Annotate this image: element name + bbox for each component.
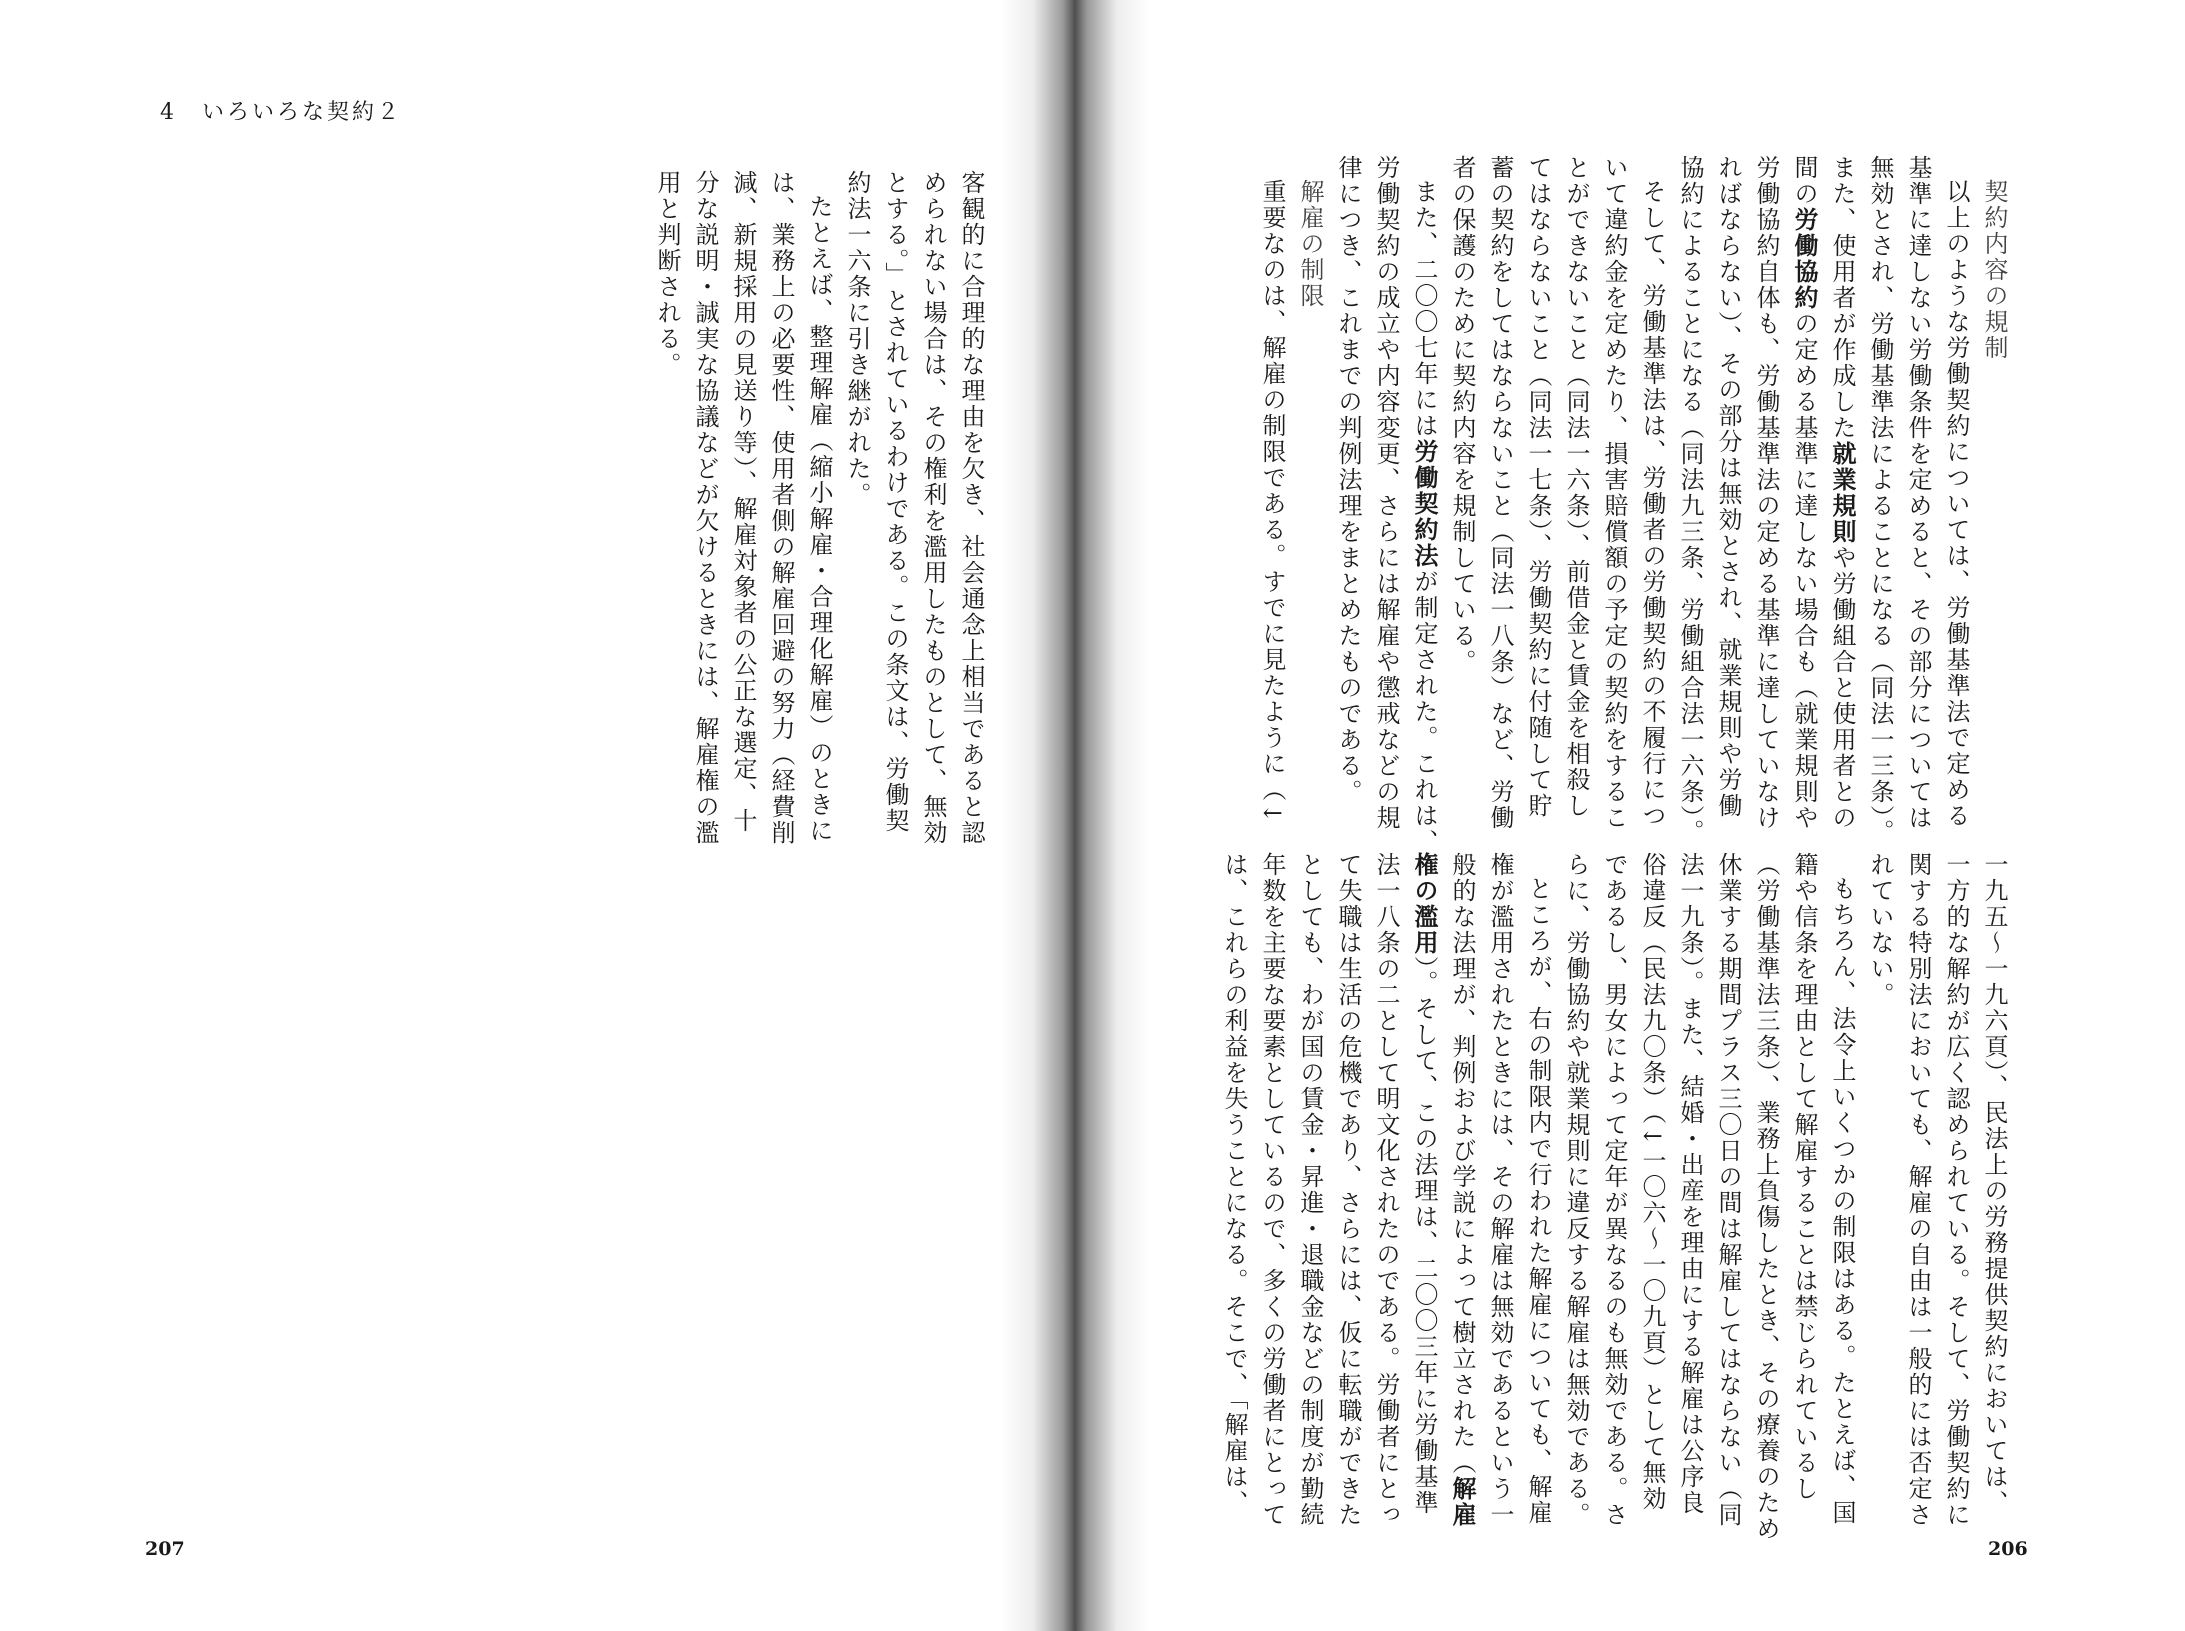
text-line: てはならないこと（同法一七条）、労働契約に付随して貯 [1524,155,1552,819]
text-line: また、二〇〇七年には労働契約法が制定された。これは、 [1410,179,1439,855]
left-page [0,0,1092,1631]
text-line: 権の濫用）。そして、この法理は、二〇〇三年に労働基準 [1410,852,1439,1516]
text-line: ればならない）、その部分は無効とされ、就業規則や労働 [1714,155,1742,819]
text-line: 年数を主要な要素としているので、多くの労働者にとって [1258,852,1286,1528]
term-abuse-of-dismissal-right-1: 解雇 [1448,1476,1477,1528]
text-line: （労働基準法三条）、業務上負傷したとき、その療養のため [1752,852,1780,1542]
text-line: としても、わが国の賃金・昇進・退職金などの制度が勤続 [1296,852,1324,1528]
term-work-rules: 就業規則 [1828,441,1857,545]
text-line: 以上のような労働契約については、労働基準法で定める [1942,179,1970,829]
text-line: 協約によることになる（同法九三条、労働組合法一六条）。 [1676,155,1704,845]
text-line: であるし、男女によって定年が異なるのも無効である。さ [1600,852,1628,1528]
text-line: 者の保護のために契約内容を規制している。 [1448,155,1476,675]
text-line: れていない。 [1866,852,1894,1008]
term-labor-contract-act: 労働契約法 [1410,439,1439,569]
right-page-lower-body [1215,852,2013,1542]
book-gutter-shadow [1000,0,1150,1631]
text-line: 用と判断される。 [653,170,681,378]
right-page [1093,0,2185,1631]
term-abuse-of-dismissal-right-2: 権の濫用 [1410,852,1439,956]
text-line: いて違約金を定めたり、損害賠償額の予定の契約をするこ [1600,155,1628,831]
text-line: とする。」とされているわけである。この条文は、労働契 [881,170,909,834]
text-line: また、使用者が作成した就業規則や労働組合と使用者との [1828,155,1857,831]
text-line: は、業務上の必要性、使用者側の解雇回避の努力（経費削 [767,170,795,846]
text-line: 減、新規採用の見送り等）、解雇対象者の公正な選定、十 [729,170,757,834]
text-line: ところが、右の制限内で行われた解雇についても、解雇 [1524,876,1552,1526]
running-head: 4 いろいろな契約２ [160,100,402,125]
text-line: 一九五～一九六頁）、民法上の労務提供契約においては、 [1980,852,2008,1516]
page-number-left: 207 [145,1538,185,1560]
text-line: 基準に達しない労働条件を定めると、その部分については [1904,155,1932,831]
section-heading-dismissal-limits: 解雇の制限 [1296,179,1324,309]
text-line: 俗違反（民法九〇条）（↓一〇六～一〇九頁）として無効 [1638,852,1666,1513]
text-line: 法一八条の二として明文化されたのである。労働者にとっ [1372,852,1400,1528]
text-line: らに、労働協約や就業規則に違反する解雇は無効である。 [1562,852,1590,1528]
text-line: 権が濫用されたときには、その解雇は無効であるという一 [1486,852,1514,1528]
text-line: とができないこと（同法一六条）、前借金と賃金を相殺し [1562,155,1590,819]
text-line: もちろん、法令上いくつかの制限はある。たとえば、国 [1828,876,1856,1526]
text-line: て失職は生活の危機であり、さらには、仮に転職ができた [1334,852,1362,1528]
text-line: 関する特別法においても、解雇の自由は一般的には否定さ [1904,852,1932,1528]
text-line: 間の労働協約の定める基準に達しない場合も（就業規則や [1790,155,1819,831]
text-line: 労働協約自体も、労働基準法の定める基準に達していなけ [1752,155,1780,831]
text-line: 休業する期間プラス三〇日の間は解雇してはならない（同 [1714,852,1742,1528]
text-line: 般的な法理が、判例および学説によって樹立された（解雇 [1448,852,1477,1528]
text-line: 分な説明・誠実な協議などが欠けるときには、解雇権の濫 [691,170,719,846]
text-line: 籍や信条を理由として解雇することは禁じられているし [1790,852,1818,1502]
term-labor-agreement: 労働協約 [1790,207,1819,311]
text-line: 客観的に合理的な理由を欠き、社会通念上相当であると認 [957,170,985,846]
page-number-right: 206 [1988,1538,2028,1560]
right-page-upper-body [1253,155,2013,855]
text-line: 法一九条）。また、結婚・出産を理由にする解雇は公序良 [1676,852,1704,1516]
text-line: たとえば、整理解雇（縮小解雇・合理化解雇）のときに [805,194,833,844]
section-heading-contract-regulation: 契約内容の規制 [1980,179,2008,361]
text-line: 労働契約の成立や内容変更、さらには解雇や懲戒などの規 [1372,155,1400,831]
text-line: 律につき、これまでの判例法理をまとめたものである。 [1334,155,1362,805]
text-line: められない場合は、その権利を濫用したものとして、無効 [919,170,947,846]
left-page-body [648,170,990,870]
text-line: 無効とされ、労働基準法によることになる（同法一三条）。 [1866,155,1894,845]
text-line: 一方的な解約が広く認められている。そして、労働契約に [1942,852,1970,1528]
text-line: 重要なのは、解雇の制限である。すでに見たように（↓ [1258,179,1286,826]
text-line: は、これらの利益を失うことになる。そこで、「解雇は、 [1220,852,1248,1516]
text-line: そして、労働基準法は、労働者の労働契約の不履行につ [1638,179,1666,829]
text-line: 蓄の契約をしてはならないこと（同法一八条）など、労働 [1486,155,1514,831]
text-line: 約法一六条に引き継がれた。 [843,170,871,508]
